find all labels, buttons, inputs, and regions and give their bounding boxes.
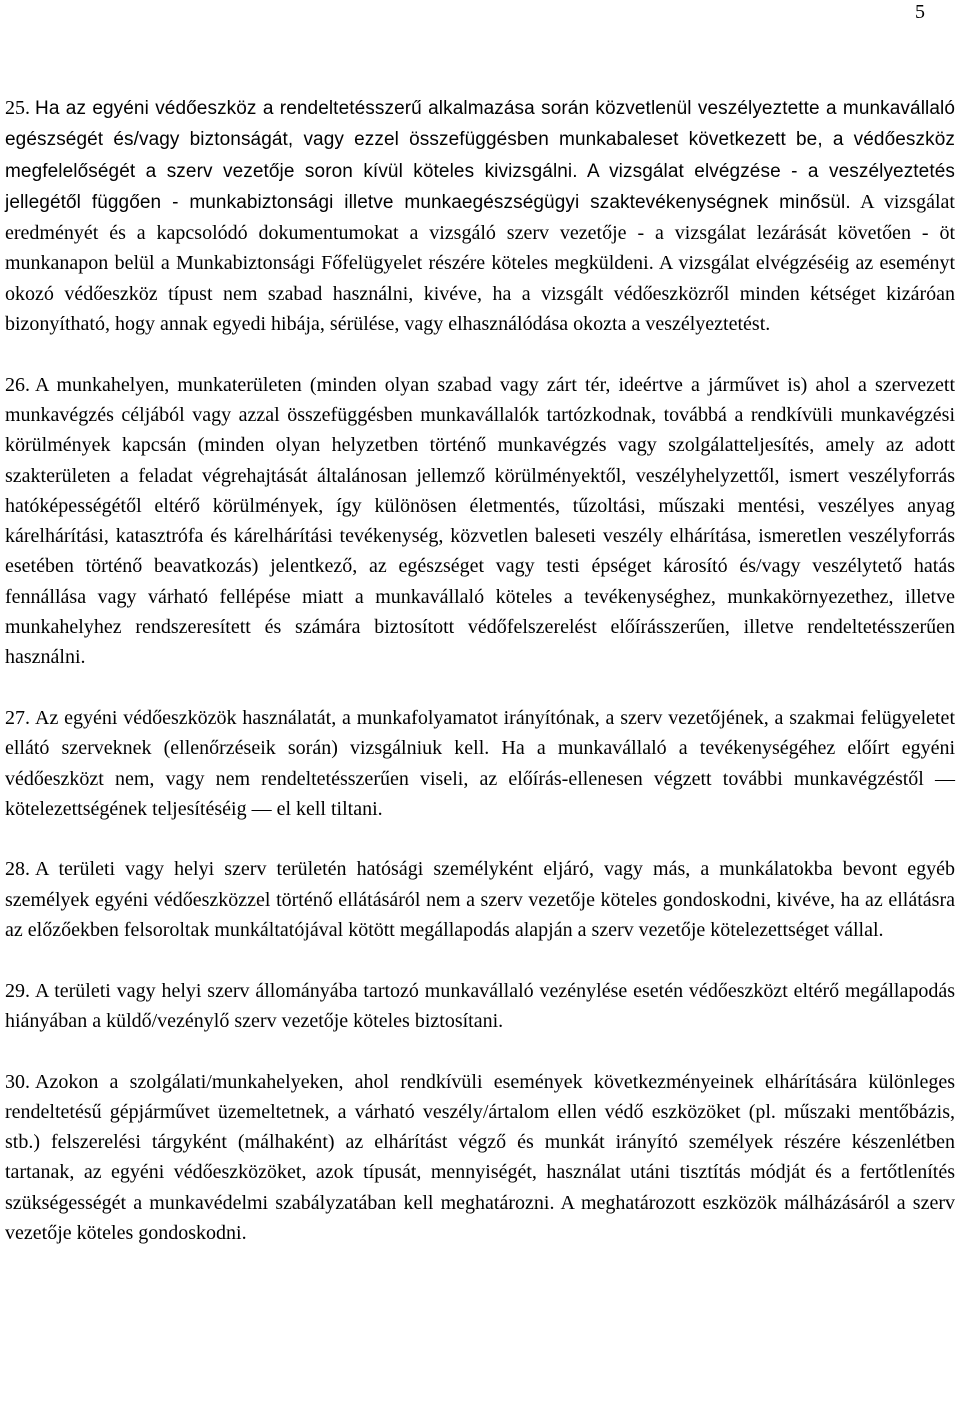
paragraph-number: 30.: [5, 1070, 30, 1093]
paragraph-lead-text: Ha az egyéni védőeszköz a rendeltetésszerű alkalmazása során közvetlenül veszélyeztette a munkavállaló egészségét és/vagy biztonságát, vagy ezzel összefüggésben munkabaleset következett be, a védőeszköz megfelelőségét a szerv vezetője soron kívül köteles kivizsgálni. A vizsgálat elvégzése - a veszélyeztetés jellegétől függően - munkabiztonsági illetve munkaegészségügyi szaktevékenységnek minősül.: [5, 98, 955, 213]
paragraph-text: A területi vagy helyi szerv területén hatósági személyként eljáró, vagy más, a munkálatokba bevont egyéb személyek egyéni védőeszközzel történő ellátásáról nem a szerv vezetője köteles gondoskodni, kivéve, ha az ellátásra az előzőekben felsoroltak munkáltatójával kötött megállapodás alapján a szerv vezetője kötelezettséget vállal.: [5, 858, 955, 942]
paragraph-number: 25.: [5, 97, 30, 119]
paragraph-text: Az egyéni védőeszközök használatát, a munkafolyamatot irányítónak, a szerv vezetőjének, a szakmai felügyeletet ellátó szerveknek (ellenőrzéseik során) vizsgálniuk kell. Ha a munkavállaló a tevékenységéhez előírt egyéni védőeszközt nem, vagy nem rendeltetésszerűen viseli, az előírás-ellenesen végzett további munkavégzéstől — kötelezettségének teljesítéséig — el kell tiltani.: [5, 706, 955, 820]
paragraph-28: [5, 854, 955, 945]
paragraph-30: [5, 1067, 955, 1249]
paragraph-text: A területi vagy helyi szerv állományába tartozó munkavállaló vezénylése esetén védőeszközt eltérő megállapodás hiányában a küldő/vezénylő szerv vezetője köteles biztosítani.: [5, 979, 955, 1032]
paragraph-26: [5, 370, 955, 673]
document-body: [5, 93, 955, 1279]
paragraph-27: [5, 703, 955, 824]
paragraph-29: [5, 976, 955, 1037]
page-number: 5: [915, 1, 925, 23]
paragraph-text: A munkahelyen, munkaterületen (minden olyan szabad vagy zárt tér, ideértve a járművet is) ahol a szervezett munkavégzés céljából vagy azzal összefüggésben munkavállalók tartózkodnak, továbbá a rendkívüli munkavégzési körülmények kapcsán (minden olyan helyzetben történő munkavégzés vagy szolgálatteljesítés, amely az adott szakterületen a feladat végrehajtását általánosan jellemző körülményektől, veszélyhelyzettől, ismert veszélyforrás hatóképességétől eltérő körülmények, így különösen életmentés, tűzoltási, műszaki mentési, veszélyes anyag kárelhárítási, katasztrófa és kárelhárítási tevékenység, közvetlen baleseti veszély elhárítása, ismeretlen veszélyforrás esetében történő beavatkozás) jelentkező, az egészséget vagy testi épséget károsító és/vagy veszélytető hatás fennállása vagy várható fellépése miatt a munkavállaló köteles a tevékenységhez, munkakörnyezethez, illetve munkahelyhez rendszeresített és számára biztosított védőfelszerelést előírásszerűen, illetve rendeltetésszerűen használni.: [5, 373, 955, 669]
paragraph-number: 29.: [5, 979, 30, 1002]
paragraph-text: Azokon a szolgálati/munkahelyeken, ahol rendkívüli események következményeinek elhárítására különleges rendeltetésű gépjárművet üzemeltetnek, a várható veszély/ártalom ellen védő eszközöket (pl. műszaki mentőbázis, stb.) felszerelési tárgyként (málhaként) az elhárítást végző és munkát irányító személyek részére készenlétben tartanak, az egyéni védőeszközöket, azok típusát, mennyiségét, használat utáni tisztítás módját és a fertőtlenítés szükségességét a munkavédelmi szabályzatában kell meghatározni. A meghatározott eszközök málházásáról a szerv vezetője köteles gondoskodni.: [5, 1070, 955, 1244]
paragraph-number: 28.: [5, 858, 30, 881]
paragraph-number: 27.: [5, 706, 30, 729]
paragraph-25: [5, 93, 955, 339]
paragraph-text: A vizsgálat eredményét és a kapcsolódó dokumentumokat a vizsgáló szerv vezetője - a vizsgálat lezárását követően - öt munkanapon belül a Munkabiztonsági Főfelügyelet részére köteles megküldeni. A vizsgálat elvégzéséig az eseményt okozó védőeszköz típust nem szabad használni, kivéve, ha a vizsgált védőeszközről minden kétséget kizáróan bizonyítható, hogy annak egyedi hibája, sérülése, vagy elhasználódása okozta a veszélyeztetést.: [5, 190, 955, 336]
paragraph-number: 26.: [5, 373, 30, 396]
